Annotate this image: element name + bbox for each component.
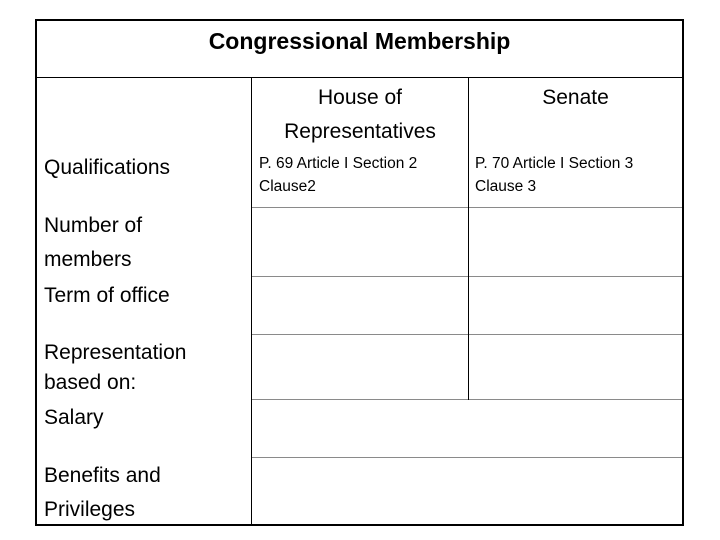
row-label-representation-line2: based on: (44, 371, 137, 394)
house-qualifications-line1: P. 69 Article I Section 2 (259, 155, 418, 172)
row-label-benefits-line1: Benefits and (44, 464, 161, 487)
row-label-salary: Salary (44, 406, 104, 429)
row-label-representation-line1: Representation (44, 341, 187, 364)
row-divider-salary (252, 457, 682, 458)
row-divider-representation (252, 399, 682, 400)
row-divider-qualifications (252, 207, 682, 208)
house-qualifications-line2: Clause2 (259, 178, 316, 195)
row-label-qualifications: Qualifications (44, 156, 171, 179)
row-divider-number (252, 276, 682, 277)
house-header-line2: Representatives (284, 120, 436, 143)
row-divider-term (252, 334, 682, 335)
senate-qualifications-line2: Clause 3 (475, 178, 537, 195)
row-label-benefits-line2: Privileges (44, 498, 136, 521)
senate-header: Senate (542, 86, 609, 109)
row-label-term: Term of office (44, 284, 170, 307)
row-label-number-line1: Number of (44, 214, 143, 237)
title-divider (37, 77, 682, 78)
table-title: Congressional Membership (208, 28, 511, 54)
senate-column-divider (468, 78, 469, 400)
senate-qualifications-line1: P. 70 Article I Section 3 (475, 155, 634, 172)
row-label-number-line2: members (44, 248, 132, 271)
house-header-line1: House of (317, 86, 403, 109)
